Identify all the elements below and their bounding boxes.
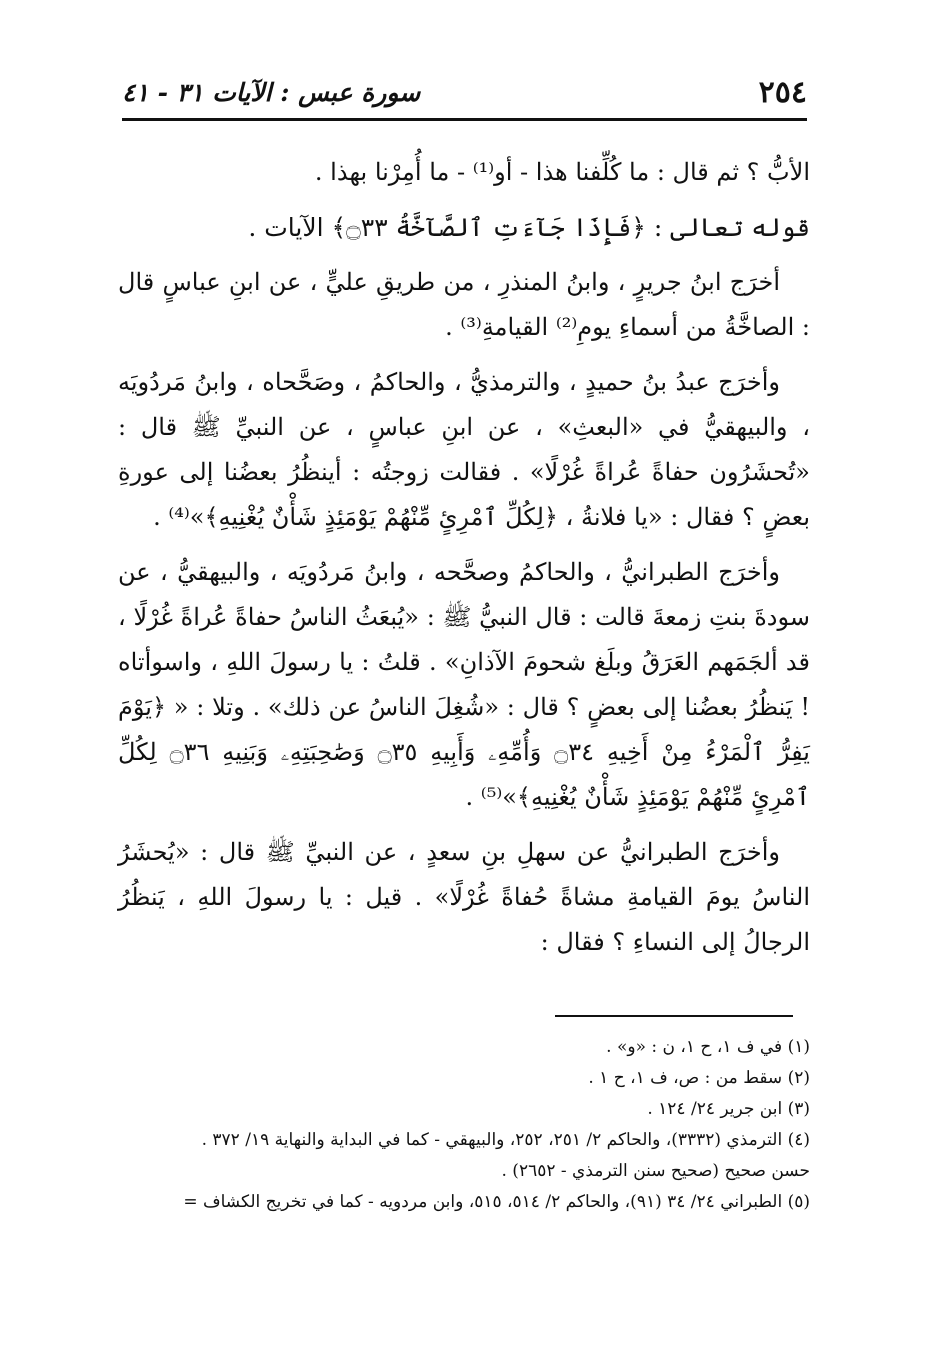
paragraph-tabarani-sahl: وأخرَج الطبرانيُّ عن سهلِ بنِ سعدٍ ، عن النبيِّ ﷺ قال : «يُحشَرُ الناسُ يومَ القيامةِ مشاةً حُفاةً غُرْلًا» . قيل : يا رسولَ اللهِ ، يَنظُرُ الرجالُ إلى النساءِ ؟ فقال : [118, 838, 810, 956]
footnotes [110, 1032, 810, 1218]
main-text [118, 150, 810, 975]
footnote-1: (١) في ف ١، ح ١، ن : «و» . [606, 1037, 810, 1057]
running-title: سورة عبس : الآيات ٣١ - ٤١ [122, 77, 421, 107]
paragraph-abd-bin-humaid: وأخرَج عبدُ بنُ حميدٍ ، والترمذيُّ ، والحاكمُ ، وصَحَّحاه ، وابنُ مَردُويَه ، والبيهقيُّ في «البعثِ» ، عن ابنِ عباسٍ ، عن النبيِّ ﷺ قال : «تُحشَرُون حفاةً عُراةً غُرْلًا» . فقالت زوجتُه : أينظُرُ بعضُنا إلى عورةِ بعضٍ ؟ فقال : «يا فلانةُ ، ﴿لِكُلِّ ٱمْرِئٍ مِّنْهُمْ يَوْمَئِذٍ شَأْنٌ يُغْنِيهِ﴾»⁽⁴⁾ . [118, 368, 811, 531]
page-header [122, 72, 807, 112]
footnote-3: (٣) ابن جرير ٢٤/ ١٢٤ . [647, 1099, 810, 1119]
paragraph-verse-heading: قوله تعالى : ﴿فَإِذَا جَآءَتِ ٱلصَّآخَّةُ ۝٣٣﴾ الآيات . [248, 213, 810, 242]
paragraph-ibn-jarir: أخرَج ابنُ جريرٍ ، وابنُ المنذرِ ، من طريقِ عليٍّ ، عن ابنِ عباسٍ قال : الصاخَّةُ من أسماءِ يومِ⁽²⁾ القيامةِ⁽³⁾ . [118, 268, 810, 341]
footnote-rule [555, 1015, 793, 1017]
header-rule [122, 118, 807, 121]
footnote-4: (٤) الترمذي (٣٣٣٢)، والحاكم ٢/ ٢٥١، ٢٥٢، والبيهقي - كما في البداية والنهاية ١٩/ ٣٧٢ . [201, 1130, 810, 1150]
footnote-2: (٢) سقط من : ص، ف ١، ح ١ . [588, 1068, 810, 1088]
paragraph-tabarani-sawda: وأخرَج الطبرانيُّ ، والحاكمُ وصحَّحه ، وابنُ مَردُويَه ، والبيهقيُّ ، عن سودةَ بنتِ زمعةَ قالت : قال النبيُّ ﷺ : «يُبعَثُ الناسُ حفاةً عُراةً غُرْلًا ، قد ألجَمَهم العَرَقُ وبلَغ شحومَ الآذانِ» . قلتُ : يا رسولَ اللهِ ، واسوأتاه ! يَنظُرُ بعضُنا إلى بعضٍ ؟ قال : «شُغِلَ الناسُ عن ذلك» . وتلا : « ﴿يَوْمَ يَفِرُّ ٱلْمَرْءُ مِنْ أَخِيهِ ۝٣٤ وَأُمِّهِۦ وَأَبِيهِ ۝٣٥ وَصَٰحِبَتِهِۦ وَبَنِيهِ ۝٣٦ لِكُلِّ ٱمْرِئٍ مِّنْهُمْ يَوْمَئِذٍ شَأْنٌ يُغْنِيهِ﴾»⁽⁵⁾ . [118, 558, 810, 811]
footnote-4-continued: حسن صحيح (صحيح سنن الترمذي - ٢٦٥٢) . [501, 1161, 810, 1181]
page-number: ٢٥٤ [758, 74, 807, 110]
paragraph-continuation: الأبُّ ؟ ثم قال : ما كُلِّفنا هذا - أو⁽¹⁾ - ما أُمِرْنا بهذا . [314, 158, 810, 186]
footnote-5: (٥) الطبراني ٢٤/ ٣٤ (٩١)، والحاكم ٢/ ٥١٤، ٥١٥، وابن مردويه - كما في تخريج الكشاف = [183, 1192, 810, 1212]
